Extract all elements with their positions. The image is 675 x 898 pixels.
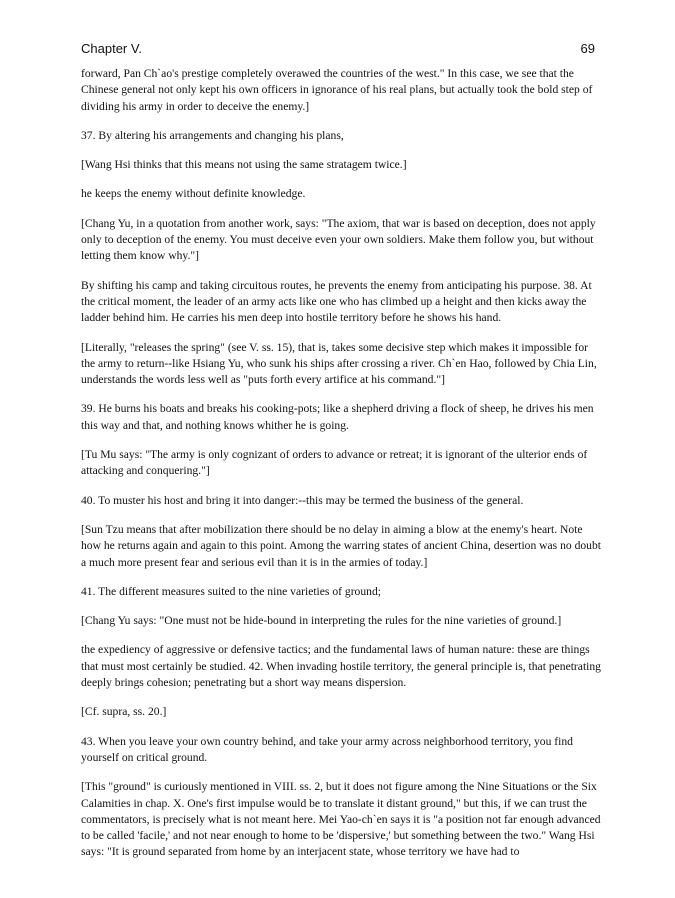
chapter-title: Chapter V. <box>81 41 142 56</box>
paragraph: 37. By altering his arrangements and changing his plans, <box>81 128 344 142</box>
paragraph: [Chang Yu, in a quotation from another work, says: "The axiom, that war is based on deception, does not apply only to deception of the enemy. You must deceive even your own soldiers. Make them follow you, but without letting them know why."] <box>81 216 596 263</box>
paragraph: By shifting his camp and taking circuitous routes, he prevents the enemy from anticipating his purpose. 38. At the critical moment, the leader of an army acts like one who has climbed up a height and then kicks away the ladder behind him. He carries his men deep into hostile territory before he shows his hand. <box>81 278 592 325</box>
paragraph: [Cf. supra, ss. 20.] <box>81 705 167 719</box>
paragraph: forward, Pan Ch`ao's prestige completely overawed the countries of the west." In this case, we see that the Chinese general not only kept his own officers in ignorance of his real plans, but actually took the bold step of dividing his army in order to deceive the enemy.] <box>81 67 593 113</box>
paragraph: [Sun Tzu means that after mobilization there should be no delay in aiming a blow at the enemy's heart. Note how he returns again and again to this point. Among the warring states of ancient China, desertion was no doubt a much more present fear and serious evil than it is in the armies of today.] <box>81 522 601 569</box>
paragraph: the expediency of aggressive or defensive tactics; and the fundamental laws of human nature: these are things that must most certainly be studied. 42. When invading hostile territory, the general principle is, that penetrating deeply brings cohesion; penetrating but a short way means dispersion. <box>81 643 601 690</box>
paragraph: [Literally, "releases the spring" (see V. ss. 15), that is, takes some decisive step which makes it impossible for the army to return--like Hsiang Yu, who sunk his ships after crossing a river. Ch`en Hao, followed by Chia Lin, understands the words less well as "puts forth every artifice at his command."] <box>81 340 597 387</box>
paragraph: 40. To muster his host and bring it into danger:--this may be termed the business of the general. <box>81 493 524 507</box>
paragraph: 39. He burns his boats and breaks his cooking-pots; like a shepherd driving a flock of sheep, he drives his men this way and that, and nothing knows whither he is going. <box>81 402 594 432</box>
paragraph: [Tu Mu says: "The army is only cognizant of orders to advance or retreat; it is ignorant of the ulterior ends of attacking and conquering."] <box>81 448 588 478</box>
paragraph: [This "ground" is curiously mentioned in VIII. ss. 2, but it does not figure among the Nine Situations or the Six Calamities in chap. X. One's first impulse would be to translate it distant ground," but this, if we can trust the commentators, is precisely what is not meant here. Mei Yao-ch`en says it is "a position not far enough advanced to be called 'facile,' and not near enough to home to be 'dispersive,' but something between the two." Wang Hsi says: "It is ground separated from home by an interjacent state, whose territory we have had to <box>81 780 601 859</box>
page-body <box>81 66 601 874</box>
page-number: 69 <box>580 41 595 56</box>
paragraph: 41. The different measures suited to the nine varieties of ground; <box>81 584 381 598</box>
paragraph: [Chang Yu says: "One must not be hide-bound in interpreting the rules for the nine varieties of ground.] <box>81 614 562 628</box>
paragraph: 43. When you leave your own country behind, and take your army across neighborhood territory, you find yourself on critical ground. <box>81 734 573 764</box>
page-header <box>81 40 595 58</box>
paragraph: he keeps the enemy without definite knowledge. <box>81 187 306 201</box>
paragraph: [Wang Hsi thinks that this means not using the same stratagem twice.] <box>81 158 407 172</box>
